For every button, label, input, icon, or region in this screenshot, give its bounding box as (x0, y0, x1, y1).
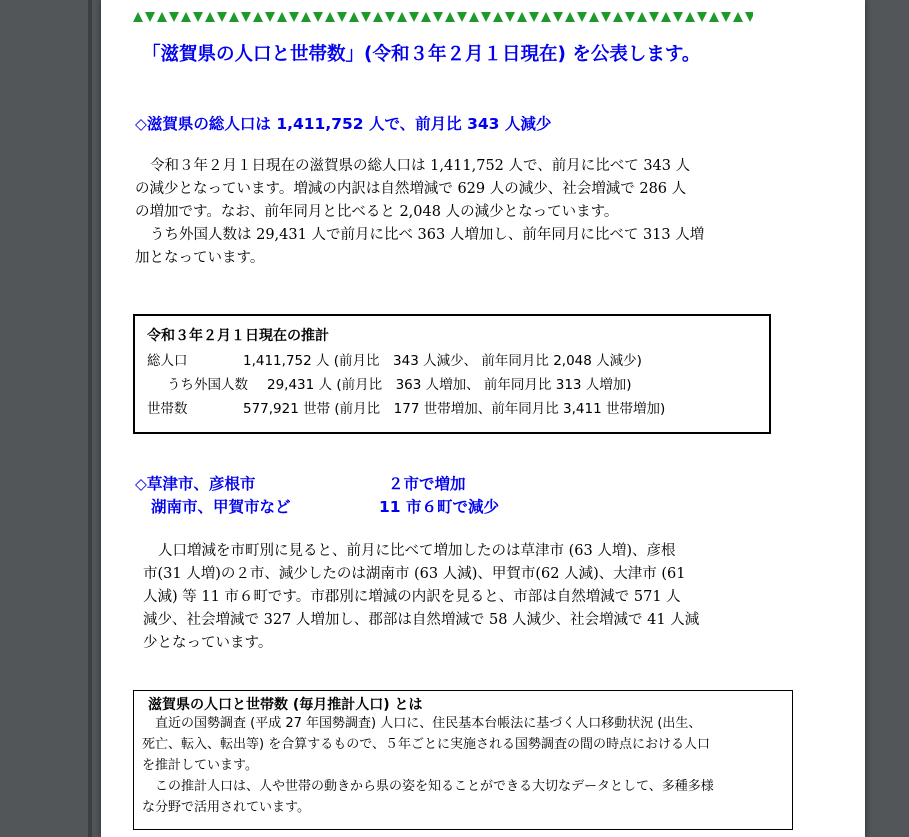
estimate-row-label: 総人口 (147, 353, 188, 369)
triangle-ornament (385, 12, 395, 22)
paragraph-line: の減少となっています。増減の内訳は自然増減で 629 人の減少、社会増減で 286 人 (135, 181, 687, 197)
triangle-ornament (349, 12, 359, 22)
paragraph-line: 人減) 等 11 市６町です。市郡別に増減の内訳を見ると、市部は自然増減で 571 人 (143, 589, 681, 605)
triangle-ornament (469, 12, 479, 22)
triangle-ornament (553, 12, 563, 22)
triangle-ornament (517, 12, 527, 22)
about-line: 死亡、転入、転出等) を合算するもので、５年ごとに実施される国勢調査の間の時点における人口 (142, 737, 710, 752)
triangle-ornament (133, 12, 143, 22)
triangle-ornament (589, 12, 599, 22)
triangle-ornament (649, 12, 659, 22)
triangle-ornament (337, 12, 347, 22)
triangle-ornament (241, 12, 251, 22)
triangle-ornament (637, 12, 647, 22)
triangle-ornament (145, 12, 155, 22)
viewer-scrollbar-area[interactable] (887, 0, 909, 837)
triangle-ornament (733, 12, 743, 22)
paragraph-line: 加となっています。 (135, 250, 265, 266)
paragraph-line: 市(31 人増)の２市、減少したのは湖南市 (63 人減)、甲賀市(62 人減)、大津市 (61 (143, 566, 686, 582)
triangle-ornament (373, 12, 383, 22)
triangle-ornament (361, 12, 371, 22)
estimate-row-label: 世帯数 (147, 401, 188, 417)
triangle-ornament (745, 12, 753, 22)
triangle-ornament (409, 12, 419, 22)
triangle-ornament (721, 12, 731, 22)
triangle-ornament (709, 12, 719, 22)
section1-heading: ◇滋賀県の総人口は 1,411,752 人で、前月比 343 人減少 (135, 115, 552, 133)
triangle-ornament (265, 12, 275, 22)
about-box-title: 滋賀県の人口と世帯数 (毎月推計人口) とは (148, 697, 423, 713)
triangle-ornament (157, 12, 167, 22)
triangle-ornament (217, 12, 227, 22)
triangle-ornament (289, 12, 299, 22)
page-title: 「滋賀県の人口と世帯数」(令和３年２月１日現在) を公表します。 (142, 44, 701, 65)
triangle-ornament (253, 12, 263, 22)
estimate-row-value: 577,921 世帯 (前月比 177 世帯増加、前年同月比 3,411 世帯増加) (243, 401, 666, 417)
paragraph-line: 人口増減を市町別に見ると、前月に比べて増加したのは草津市 (63 人増)、彦根 (158, 543, 676, 559)
triangle-ornament (313, 12, 323, 22)
triangle-ornament (397, 12, 407, 22)
paragraph-line: うち外国人数は 29,431 人で前月に比べ 363 人増加し、前年同月に比べて 313 人増 (150, 227, 705, 243)
triangle-ornament (625, 12, 635, 22)
about-box-body (142, 713, 714, 818)
estimate-row-value: 1,411,752 人 (前月比 343 人減少、 前年同月比 2,048 人減少) (243, 353, 642, 369)
about-line: な分野で活用されています。 (142, 800, 310, 815)
triangle-ornament (169, 12, 179, 22)
about-estimate-box (133, 690, 793, 830)
paragraph-line: 少となっています。 (143, 635, 273, 651)
triangle-ornament (421, 12, 431, 22)
section1-paragraph (135, 155, 704, 270)
paragraph-line: の増加です。なお、前年同月と比べると 2,048 人の減少となっています。 (135, 204, 619, 220)
triangle-ornament (613, 12, 623, 22)
triangle-ornament (193, 12, 203, 22)
paragraph-line: 減少、社会増減で 327 人増加し、郡部は自然増減で 58 人減少、社会増減で 41 人減 (143, 612, 700, 628)
triangle-ornament (697, 12, 707, 22)
estimate-row-value: 29,431 人 (前月比 363 人増加、 前年同月比 313 人増加) (267, 377, 632, 393)
about-line: を推計しています。 (142, 758, 258, 773)
triangle-ornament (481, 12, 491, 22)
triangle-ornament (493, 12, 503, 22)
triangle-ornament (181, 12, 191, 22)
triangle-ornament (529, 12, 539, 22)
section2-heading-left-2: 湖南市、甲賀市など (151, 498, 291, 516)
estimate-row-label: うち外国人数 (167, 377, 248, 393)
section2-heading-left-1: ◇草津市、彦根市 (135, 475, 256, 493)
triangle-ornament (229, 12, 239, 22)
triangle-ornament (541, 12, 551, 22)
estimate-summary-box (133, 314, 771, 434)
triangle-ornament (325, 12, 335, 22)
triangle-ornament (577, 12, 587, 22)
viewer-left-edge (88, 0, 92, 837)
triangle-ornament (277, 12, 287, 22)
triangle-ornament (457, 12, 467, 22)
triangle-ornament (661, 12, 671, 22)
triangle-ornament (685, 12, 695, 22)
triangle-ornament (505, 12, 515, 22)
decorative-triangle-border (133, 12, 753, 24)
estimate-row-households (147, 397, 665, 417)
estimate-box-title: 令和３年２月１日現在の推計 (147, 328, 329, 344)
about-line: 直近の国勢調査 (平成 27 年国勢調査) 人口に、住民基本台帳法に基づく人口移動状況 (出生、 (155, 716, 702, 731)
triangle-ornament (601, 12, 611, 22)
estimate-row-foreign (147, 373, 632, 393)
triangle-ornament (205, 12, 215, 22)
triangle-ornament (445, 12, 455, 22)
section2-paragraph (143, 540, 699, 655)
section2-heading-right-2: 11 市６町で減少 (379, 498, 499, 516)
triangle-ornament (565, 12, 575, 22)
triangle-ornament (433, 12, 443, 22)
triangle-ornament (301, 12, 311, 22)
about-line: この推計人口は、人や世帯の動きから県の姿を知ることができる大切なデータとして、多種多様 (155, 779, 714, 794)
triangle-ornament (673, 12, 683, 22)
paragraph-line: 令和３年２月１日現在の滋賀県の総人口は 1,411,752 人で、前月に比べて 343 人 (150, 158, 691, 174)
section2-heading-right-1: ２市で増加 (388, 475, 466, 493)
estimate-row-population (147, 349, 642, 369)
